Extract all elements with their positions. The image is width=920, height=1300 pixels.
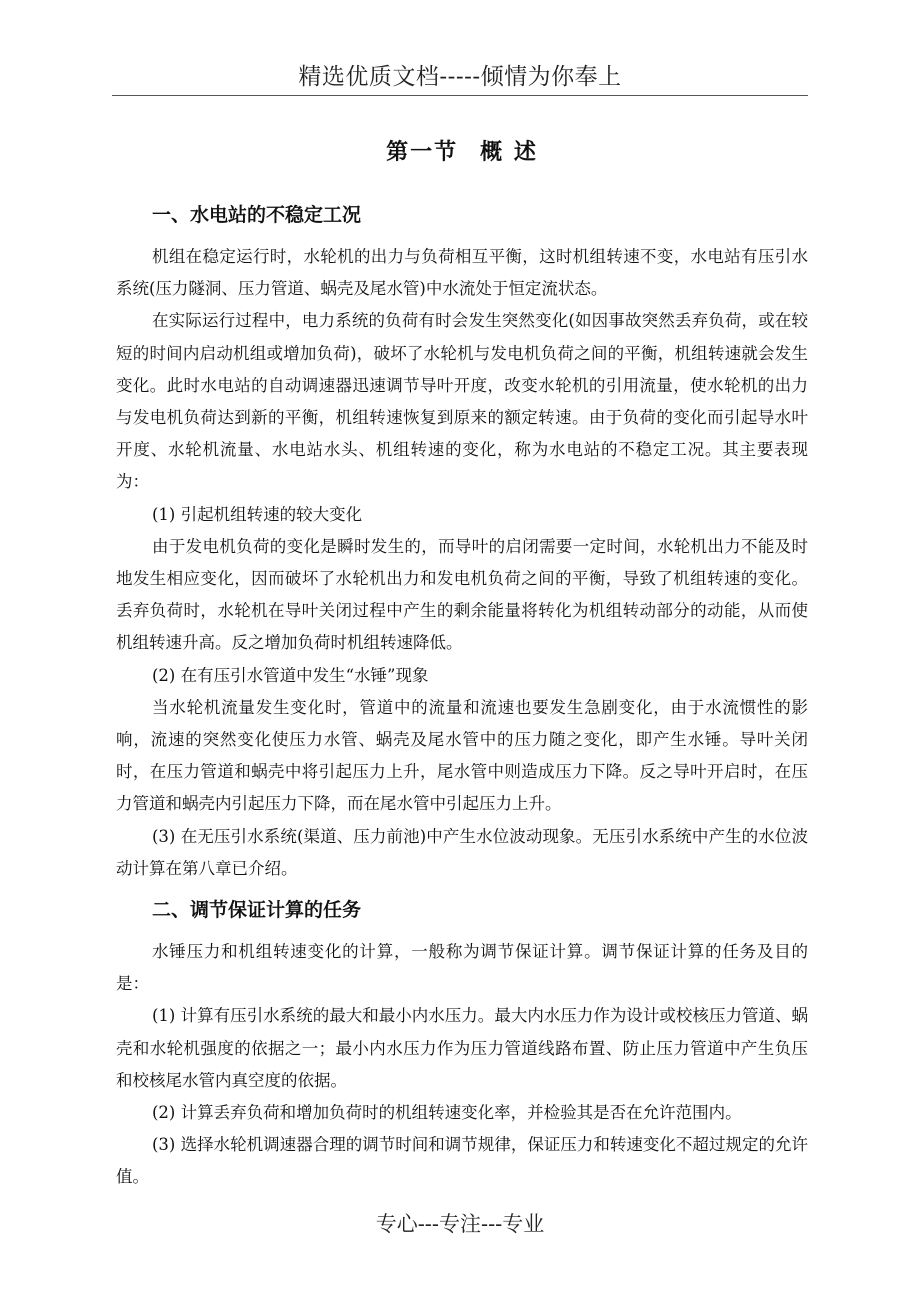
paragraph: 机组在稳定运行时，水轮机的出力与负荷相互平衡，这时机组转速不变，水电站有压引水系统(压力隧洞、压力管道、蜗壳及尾水管)中水流处于恒定流状态。 <box>116 247 808 299</box>
paragraph: 水锤压力和机组转速变化的计算，一般称为调节保证计算。调节保证计算的任务及目的是： <box>116 942 808 994</box>
list-item: (1) 引起机组转速的较大变化 <box>152 504 363 524</box>
list-item: (2) 在有压引水管道中发生“水锤”现象 <box>152 665 429 685</box>
page-footer: 专心---专注---专业 <box>375 1212 545 1236</box>
section-title-1: 一、水电站的不稳定工况 <box>152 204 362 226</box>
document-body <box>116 135 808 1194</box>
paragraph: 由于发电机负荷的变化是瞬时发生的，而导叶的启闭需要一定时间，水轮机出力不能及时地发生相应变化，因而破坏了水轮机出力和发电机负荷之间的平衡，导致了机组转速的变化。丢弃负荷时，水轮机在导叶关闭过程中产生的剩余能量将转化为机组转动部分的动能，从而使机组转速升高。反之增加负荷时机组转速降低。 <box>116 536 808 653</box>
list-item: (3) 选择水轮机调速器合理的调节时间和调节规律，保证压力和转速变化不超过规定的允许值。 <box>116 1135 808 1187</box>
list-item: (1) 计算有压引水系统的最大和最小内水压力。最大内水压力作为设计或校核压力管道、蜗壳和水轮机强度的依据之一；最小内水压力作为压力管道线路布置、防止压力管道中产生负压和校核尾水管内真空度的依据。 <box>116 1006 808 1090</box>
paragraph: 当水轮机流量发生变化时，管道中的流量和流速也要发生急剧变化，由于水流惯性的影响，流速的突然变化使压力水管、蜗壳及尾水管中的压力随之变化，即产生水锤。导叶关闭时，在压力管道和蜗壳中将引起压力上升，尾水管中则造成压力下降。反之导叶开启时，在压力管道和蜗壳内引起压力下降，而在尾水管中引起压力上升。 <box>116 697 808 814</box>
paragraph: 在实际运行过程中，电力系统的负荷有时会发生突然变化(如因事故突然丢弃负荷，或在较短的时间内启动机组或增加负荷)，破坏了水轮机与发电机负荷之间的平衡，机组转速就会发生变化。此时水电站的自动调速器迅速调节导叶开度，改变水轮机的引用流量，使水轮机的出力与发电机负荷达到新的平衡，机组转速恢复到原来的额定转速。由于负荷的变化而引起导水叶开度、水轮机流量、水电站水头、机组转速的变化，称为水电站的不稳定工况。其主要表现为： <box>116 311 808 492</box>
list-item: (2) 计算丢弃负荷和增加负荷时的机组转速变化率，并检验其是否在允许范围内。 <box>152 1103 742 1123</box>
list-item: (3) 在无压引水系统(渠道、压力前池)中产生水位波动现象。无压引水系统中产生的水位波动计算在第八章已介绍。 <box>116 826 808 878</box>
page-header: 精选优质文档-----倾情为你奉上 <box>112 58 808 96</box>
chapter-title <box>116 135 808 166</box>
chapter-title-right: 概 述 <box>480 140 538 165</box>
section-title-2: 二、调节保证计算的任务 <box>152 899 362 922</box>
chapter-title-left: 第一节 <box>386 140 459 165</box>
